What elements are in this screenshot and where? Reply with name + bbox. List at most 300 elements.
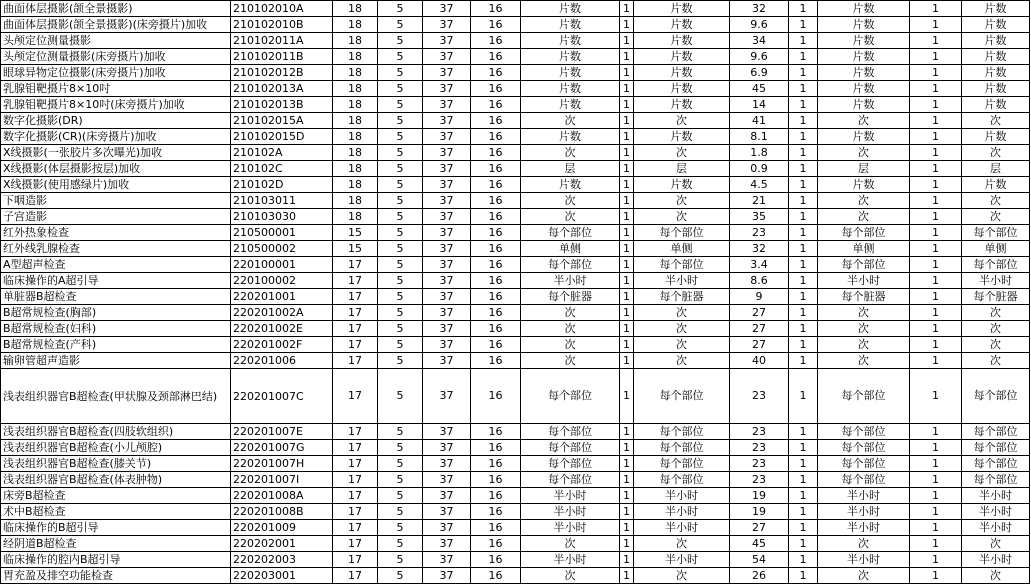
cell-item-code: 220202001: [231, 536, 333, 552]
table-row: [1, 472, 1030, 488]
cell-unit-b: 片数: [634, 177, 730, 193]
table-row: [1, 337, 1030, 353]
cell-col-3: 17: [333, 568, 378, 584]
cell-unit-b: 次: [634, 536, 730, 552]
table-row: [1, 209, 1030, 225]
cell-col-4: 5: [378, 225, 423, 241]
cell-qty-c: 1: [910, 113, 962, 129]
cell-col-6: 16: [471, 369, 521, 424]
cell-col-4: 5: [378, 81, 423, 97]
cell-qty-a: 1: [620, 113, 634, 129]
cell-unit-a: 次: [521, 145, 620, 161]
cell-col-5: 37: [423, 305, 471, 321]
table-row: [1, 33, 1030, 49]
cell-unit-b: 片数: [634, 17, 730, 33]
cell-unit-a: 次: [521, 209, 620, 225]
cell-price: 54: [730, 552, 789, 568]
cell-col-6: 16: [471, 145, 521, 161]
cell-unit-d: 次: [962, 193, 1030, 209]
cell-unit-a: 片数: [521, 177, 620, 193]
cell-unit-d: 半小时: [962, 488, 1030, 504]
cell-unit-a: 每个脏器: [521, 289, 620, 305]
cell-unit-a: 次: [521, 568, 620, 584]
cell-col-6: 16: [471, 209, 521, 225]
cell-qty-a: 1: [620, 456, 634, 472]
cell-unit-c: 次: [818, 209, 910, 225]
table-row: [1, 440, 1030, 456]
cell-qty-b: 1: [789, 552, 818, 568]
cell-col-4: 5: [378, 353, 423, 369]
cell-unit-c: 片数: [818, 33, 910, 49]
cell-qty-b: 1: [789, 177, 818, 193]
cell-unit-d: 次: [962, 353, 1030, 369]
cell-item-name: 临床操作的A超引导: [1, 273, 231, 289]
cell-col-5: 37: [423, 65, 471, 81]
cell-qty-a: 1: [620, 193, 634, 209]
cell-item-code: 210102012B: [231, 65, 333, 81]
cell-item-name: 输卵管超声造影: [1, 353, 231, 369]
cell-item-code: 220201007I: [231, 472, 333, 488]
cell-qty-a: 1: [620, 129, 634, 145]
cell-qty-a: 1: [620, 145, 634, 161]
table-row: [1, 424, 1030, 440]
cell-col-6: 16: [471, 289, 521, 305]
cell-price: 14: [730, 97, 789, 113]
cell-col-4: 5: [378, 536, 423, 552]
cell-item-name: 红外线乳腺检查: [1, 241, 231, 257]
table-row: [1, 568, 1030, 584]
cell-item-code: 220201007G: [231, 440, 333, 456]
cell-qty-c: 1: [910, 49, 962, 65]
cell-item-code: 220201006: [231, 353, 333, 369]
cell-col-5: 37: [423, 424, 471, 440]
cell-qty-b: 1: [789, 1, 818, 17]
cell-qty-c: 1: [910, 97, 962, 113]
cell-col-6: 16: [471, 113, 521, 129]
cell-col-4: 5: [378, 129, 423, 145]
cell-unit-c: 半小时: [818, 273, 910, 289]
cell-unit-b: 半小时: [634, 520, 730, 536]
cell-col-3: 17: [333, 520, 378, 536]
cell-qty-b: 1: [789, 257, 818, 273]
cell-qty-b: 1: [789, 49, 818, 65]
cell-col-6: 16: [471, 504, 521, 520]
cell-qty-b: 1: [789, 504, 818, 520]
cell-col-6: 16: [471, 424, 521, 440]
cell-item-name: 头颅定位测量摄影(床旁摄片)加收: [1, 49, 231, 65]
cell-qty-a: 1: [620, 81, 634, 97]
cell-unit-c: 片数: [818, 49, 910, 65]
cell-price: 9.6: [730, 49, 789, 65]
cell-qty-a: 1: [620, 424, 634, 440]
cell-unit-a: 每个部位: [521, 369, 620, 424]
cell-qty-b: 1: [789, 241, 818, 257]
cell-unit-b: 每个部位: [634, 440, 730, 456]
cell-qty-a: 1: [620, 552, 634, 568]
cell-item-code: 210102011A: [231, 33, 333, 49]
cell-unit-d: 每个脏器: [962, 289, 1030, 305]
cell-col-3: 17: [333, 337, 378, 353]
cell-col-4: 5: [378, 257, 423, 273]
cell-unit-b: 次: [634, 353, 730, 369]
cell-col-5: 37: [423, 129, 471, 145]
cell-qty-c: 1: [910, 456, 962, 472]
cell-qty-b: 1: [789, 33, 818, 49]
cell-col-6: 16: [471, 456, 521, 472]
cell-col-3: 18: [333, 1, 378, 17]
cell-unit-d: 片数: [962, 65, 1030, 81]
cell-col-3: 17: [333, 456, 378, 472]
cell-qty-c: 1: [910, 321, 962, 337]
cell-qty-c: 1: [910, 225, 962, 241]
cell-col-5: 37: [423, 209, 471, 225]
table-row: [1, 488, 1030, 504]
cell-item-code: 220201002F: [231, 337, 333, 353]
cell-qty-c: 1: [910, 353, 962, 369]
cell-price: 19: [730, 488, 789, 504]
cell-unit-c: 片数: [818, 177, 910, 193]
cell-price: 8.6: [730, 273, 789, 289]
cell-qty-a: 1: [620, 33, 634, 49]
cell-col-6: 16: [471, 440, 521, 456]
cell-unit-a: 每个部位: [521, 456, 620, 472]
cell-col-4: 5: [378, 472, 423, 488]
cell-col-4: 5: [378, 65, 423, 81]
cell-unit-a: 片数: [521, 81, 620, 97]
cell-col-3: 15: [333, 225, 378, 241]
table-row: [1, 321, 1030, 337]
cell-unit-d: 每个部位: [962, 225, 1030, 241]
cell-qty-b: 1: [789, 97, 818, 113]
cell-item-name: 红外热象检查: [1, 225, 231, 241]
cell-unit-a: 单侧: [521, 241, 620, 257]
cell-qty-a: 1: [620, 305, 634, 321]
cell-item-code: 220201001: [231, 289, 333, 305]
cell-col-5: 37: [423, 241, 471, 257]
cell-unit-b: 次: [634, 209, 730, 225]
cell-unit-a: 片数: [521, 17, 620, 33]
cell-col-6: 16: [471, 161, 521, 177]
cell-price: 9: [730, 289, 789, 305]
cell-qty-b: 1: [789, 273, 818, 289]
cell-col-3: 17: [333, 472, 378, 488]
cell-qty-b: 1: [789, 305, 818, 321]
cell-qty-c: 1: [910, 369, 962, 424]
cell-col-4: 5: [378, 488, 423, 504]
cell-col-6: 16: [471, 552, 521, 568]
cell-col-4: 5: [378, 113, 423, 129]
cell-col-5: 37: [423, 193, 471, 209]
cell-qty-c: 1: [910, 424, 962, 440]
cell-col-3: 18: [333, 209, 378, 225]
cell-col-4: 5: [378, 440, 423, 456]
cell-item-name: X线摄影(一张胶片多次曝光)加收: [1, 145, 231, 161]
cell-unit-a: 层: [521, 161, 620, 177]
cell-unit-c: 次: [818, 321, 910, 337]
table-row: [1, 305, 1030, 321]
cell-col-5: 37: [423, 488, 471, 504]
cell-qty-a: 1: [620, 65, 634, 81]
cell-unit-c: 片数: [818, 17, 910, 33]
cell-qty-c: 1: [910, 241, 962, 257]
cell-item-code: 210102010B: [231, 17, 333, 33]
cell-col-3: 18: [333, 161, 378, 177]
cell-qty-b: 1: [789, 353, 818, 369]
cell-col-4: 5: [378, 305, 423, 321]
cell-unit-d: 片数: [962, 33, 1030, 49]
cell-col-3: 17: [333, 257, 378, 273]
cell-unit-c: 每个部位: [818, 456, 910, 472]
table-row: [1, 17, 1030, 33]
cell-col-4: 5: [378, 177, 423, 193]
cell-price: 23: [730, 440, 789, 456]
cell-unit-a: 每个部位: [521, 225, 620, 241]
cell-qty-a: 1: [620, 97, 634, 113]
table-row: [1, 113, 1030, 129]
cell-price: 32: [730, 1, 789, 17]
cell-col-6: 16: [471, 520, 521, 536]
cell-item-code: 220201002A: [231, 305, 333, 321]
cell-unit-b: 片数: [634, 129, 730, 145]
cell-qty-a: 1: [620, 536, 634, 552]
cell-unit-d: 次: [962, 145, 1030, 161]
cell-qty-c: 1: [910, 81, 962, 97]
cell-col-3: 18: [333, 97, 378, 113]
cell-col-4: 5: [378, 369, 423, 424]
cell-col-6: 16: [471, 568, 521, 584]
cell-qty-c: 1: [910, 520, 962, 536]
cell-unit-d: 片数: [962, 97, 1030, 113]
cell-item-code: 210102015A: [231, 113, 333, 129]
cell-col-5: 37: [423, 321, 471, 337]
cell-item-code: 220203001: [231, 568, 333, 584]
cell-col-3: 17: [333, 369, 378, 424]
cell-col-5: 37: [423, 337, 471, 353]
cell-unit-d: 每个部位: [962, 440, 1030, 456]
cell-col-5: 37: [423, 161, 471, 177]
table-row: [1, 353, 1030, 369]
cell-col-5: 37: [423, 17, 471, 33]
cell-col-4: 5: [378, 520, 423, 536]
cell-item-name: 浅表组织器官B超检查(膝关节): [1, 456, 231, 472]
cell-col-5: 37: [423, 97, 471, 113]
cell-qty-a: 1: [620, 321, 634, 337]
cell-qty-a: 1: [620, 241, 634, 257]
cell-col-4: 5: [378, 209, 423, 225]
cell-col-5: 37: [423, 225, 471, 241]
cell-unit-c: 层: [818, 161, 910, 177]
cell-qty-c: 1: [910, 1, 962, 17]
cell-item-code: 210102D: [231, 177, 333, 193]
cell-col-3: 18: [333, 145, 378, 161]
cell-unit-c: 每个部位: [818, 440, 910, 456]
cell-col-6: 16: [471, 193, 521, 209]
cell-item-code: 220100002: [231, 273, 333, 289]
cell-col-6: 16: [471, 257, 521, 273]
cell-qty-a: 1: [620, 520, 634, 536]
cell-col-3: 17: [333, 552, 378, 568]
cell-item-name: 眼球异物定位摄影(床旁摄片)加收: [1, 65, 231, 81]
cell-unit-b: 片数: [634, 97, 730, 113]
cell-unit-c: 每个脏器: [818, 289, 910, 305]
cell-qty-b: 1: [789, 209, 818, 225]
cell-qty-a: 1: [620, 209, 634, 225]
cell-item-name: 浅表组织器官B超检查(四肢软组织): [1, 424, 231, 440]
cell-col-4: 5: [378, 289, 423, 305]
cell-col-5: 37: [423, 440, 471, 456]
table-row: [1, 520, 1030, 536]
cell-unit-a: 次: [521, 321, 620, 337]
cell-qty-a: 1: [620, 257, 634, 273]
cell-unit-b: 片数: [634, 65, 730, 81]
cell-price: 19: [730, 504, 789, 520]
cell-col-4: 5: [378, 33, 423, 49]
cell-unit-c: 次: [818, 337, 910, 353]
cell-unit-b: 每个脏器: [634, 289, 730, 305]
cell-col-3: 18: [333, 177, 378, 193]
cell-unit-a: 每个部位: [521, 440, 620, 456]
cell-item-name: 临床操作的B超引导: [1, 520, 231, 536]
cell-col-6: 16: [471, 17, 521, 33]
cell-price: 32: [730, 241, 789, 257]
cell-col-6: 16: [471, 273, 521, 289]
cell-col-4: 5: [378, 321, 423, 337]
cell-col-5: 37: [423, 353, 471, 369]
cell-col-5: 37: [423, 504, 471, 520]
cell-qty-c: 1: [910, 33, 962, 49]
table-row: [1, 289, 1030, 305]
cell-qty-a: 1: [620, 337, 634, 353]
cell-qty-c: 1: [910, 504, 962, 520]
cell-unit-c: 半小时: [818, 504, 910, 520]
cell-unit-c: 单侧: [818, 241, 910, 257]
cell-price: 23: [730, 472, 789, 488]
cell-unit-c: 半小时: [818, 520, 910, 536]
cell-price: 1.8: [730, 145, 789, 161]
cell-unit-d: 片数: [962, 1, 1030, 17]
cell-item-code: 220100001: [231, 257, 333, 273]
cell-unit-b: 次: [634, 321, 730, 337]
cell-price: 9.6: [730, 17, 789, 33]
cell-qty-a: 1: [620, 1, 634, 17]
cell-col-6: 16: [471, 337, 521, 353]
cell-unit-d: 次: [962, 536, 1030, 552]
cell-col-3: 18: [333, 81, 378, 97]
table-row: [1, 65, 1030, 81]
cell-item-name: 浅表组织器官B超检查(小儿颅腔): [1, 440, 231, 456]
cell-unit-b: 片数: [634, 33, 730, 49]
cell-unit-d: 每个部位: [962, 257, 1030, 273]
cell-price: 27: [730, 321, 789, 337]
cell-unit-a: 半小时: [521, 520, 620, 536]
cell-price: 4.5: [730, 177, 789, 193]
cell-unit-a: 半小时: [521, 273, 620, 289]
cell-unit-a: 次: [521, 305, 620, 321]
cell-qty-b: 1: [789, 321, 818, 337]
cell-unit-b: 片数: [634, 1, 730, 17]
cell-qty-c: 1: [910, 161, 962, 177]
cell-col-3: 17: [333, 488, 378, 504]
cell-unit-d: 次: [962, 337, 1030, 353]
cell-col-4: 5: [378, 97, 423, 113]
cell-col-5: 37: [423, 33, 471, 49]
cell-price: 23: [730, 369, 789, 424]
table-row: [1, 129, 1030, 145]
cell-qty-c: 1: [910, 472, 962, 488]
cell-col-4: 5: [378, 456, 423, 472]
cell-unit-b: 每个部位: [634, 456, 730, 472]
cell-unit-d: 层: [962, 161, 1030, 177]
cell-unit-c: 次: [818, 568, 910, 584]
cell-price: 27: [730, 337, 789, 353]
cell-unit-a: 片数: [521, 49, 620, 65]
cell-unit-d: 片数: [962, 177, 1030, 193]
cell-unit-a: 片数: [521, 33, 620, 49]
table-row: [1, 81, 1030, 97]
cell-item-name: 子宫造影: [1, 209, 231, 225]
cell-col-6: 16: [471, 321, 521, 337]
table-row: [1, 273, 1030, 289]
cell-unit-a: 每个部位: [521, 424, 620, 440]
table-row: [1, 1, 1030, 17]
cell-qty-b: 1: [789, 369, 818, 424]
table-row: [1, 536, 1030, 552]
cell-qty-b: 1: [789, 65, 818, 81]
cell-col-4: 5: [378, 193, 423, 209]
cell-unit-b: 次: [634, 113, 730, 129]
table-row: [1, 97, 1030, 113]
cell-qty-a: 1: [620, 472, 634, 488]
cell-qty-b: 1: [789, 536, 818, 552]
cell-col-4: 5: [378, 241, 423, 257]
cell-col-4: 5: [378, 49, 423, 65]
table-row: [1, 161, 1030, 177]
cell-col-3: 17: [333, 424, 378, 440]
cell-unit-c: 每个部位: [818, 257, 910, 273]
cell-unit-c: 半小时: [818, 552, 910, 568]
cell-unit-c: 次: [818, 536, 910, 552]
table-body: [1, 1, 1030, 584]
table-row: [1, 369, 1030, 424]
cell-qty-b: 1: [789, 424, 818, 440]
cell-col-4: 5: [378, 424, 423, 440]
cell-unit-d: 片数: [962, 129, 1030, 145]
cell-qty-c: 1: [910, 536, 962, 552]
cell-col-5: 37: [423, 536, 471, 552]
cell-unit-c: 片数: [818, 81, 910, 97]
cell-qty-c: 1: [910, 257, 962, 273]
cell-qty-b: 1: [789, 145, 818, 161]
cell-item-name: X线摄影(体层摄影按层)加收: [1, 161, 231, 177]
table-row: [1, 552, 1030, 568]
cell-col-6: 16: [471, 472, 521, 488]
cell-unit-a: 片数: [521, 1, 620, 17]
cell-unit-a: 半小时: [521, 488, 620, 504]
cell-col-3: 18: [333, 49, 378, 65]
cell-col-6: 16: [471, 536, 521, 552]
cell-col-6: 16: [471, 1, 521, 17]
cell-col-3: 18: [333, 193, 378, 209]
cell-unit-b: 单侧: [634, 241, 730, 257]
cell-unit-b: 每个部位: [634, 369, 730, 424]
cell-col-6: 16: [471, 65, 521, 81]
cell-col-6: 16: [471, 49, 521, 65]
cell-qty-a: 1: [620, 488, 634, 504]
table-row: [1, 241, 1030, 257]
cell-unit-b: 次: [634, 145, 730, 161]
cell-unit-b: 次: [634, 305, 730, 321]
cell-item-code: 210103030: [231, 209, 333, 225]
